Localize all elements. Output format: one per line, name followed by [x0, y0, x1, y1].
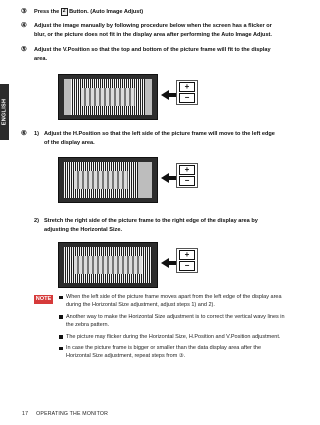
step-4-number: ④	[21, 22, 27, 29]
sub-step-1-label: 1)	[34, 131, 39, 137]
note-badge: NOTE	[35, 296, 52, 302]
note-item: In case the picture frame is bigger or smaller than the data display area after the Horizontal Size adjustment, repeat steps from ③.	[58, 344, 286, 361]
notes-list	[58, 293, 286, 364]
sub-step-2-text: Stretch the right side of the picture frame to the right edge of the display area by adjusting the Horizontal Size.	[44, 218, 258, 233]
minus-button-icon: −	[179, 93, 195, 103]
button-2-icon: 2	[62, 8, 66, 14]
page-number: 17	[22, 411, 29, 417]
sub-step-2	[34, 217, 280, 234]
plus-button-icon: +	[179, 82, 195, 92]
sub-step-1-text: Adjust the H.Position so that the left side of the picture frame will move to the left edge of the display area.	[44, 131, 275, 146]
language-tab-label: ENGLISH	[1, 98, 8, 126]
note-item: Another way to make the Horizontal Size adjustment is to correct the vertical wavy lines in the zebra pattern.	[58, 313, 286, 330]
step-5-text: Adjust the V.Position so that the top and bottom of the picture frame will fit to the display area.	[34, 47, 271, 62]
step-4-text: Adjust the image manually by following procedure below when the screen has a flicker or blur, or the picture does not fit in the display area after performing the Auto Image Adjust.	[34, 23, 272, 38]
step-6-number: ⑥	[21, 130, 27, 137]
monitor-illustration	[58, 74, 158, 120]
minus-button-icon: −	[179, 176, 195, 186]
figure-hsize	[58, 242, 208, 288]
note-item: When the left side of the picture frame moves apart from the left edge of the display area during the Horizontal Size adjustment, adjust steps 1) and 2).	[58, 293, 286, 310]
section-title: OPERATING THE MONITOR	[36, 411, 109, 417]
language-tab	[0, 84, 9, 140]
sub-step-1	[34, 130, 280, 147]
step-3-text: Press the 2 Button. (Auto Image Adjust)	[34, 8, 144, 16]
step-5-number: ⑤	[21, 46, 27, 53]
figure-vposition	[58, 74, 208, 120]
plus-button-icon: +	[179, 250, 195, 260]
monitor-illustration	[58, 157, 158, 203]
figure-hposition	[58, 157, 208, 203]
step-3-number: ③	[21, 8, 27, 15]
minus-button-icon: −	[179, 261, 195, 271]
step-3	[22, 8, 280, 17]
page-footer	[22, 411, 116, 417]
step-4	[22, 22, 280, 39]
step-5	[22, 46, 280, 63]
sub-step-2-label: 2)	[34, 218, 39, 224]
monitor-illustration	[58, 242, 158, 288]
note-item: The picture may flicker during the Horizontal Size, H.Position and V.Position adjustment.	[58, 333, 286, 341]
plus-button-icon: +	[179, 165, 195, 175]
